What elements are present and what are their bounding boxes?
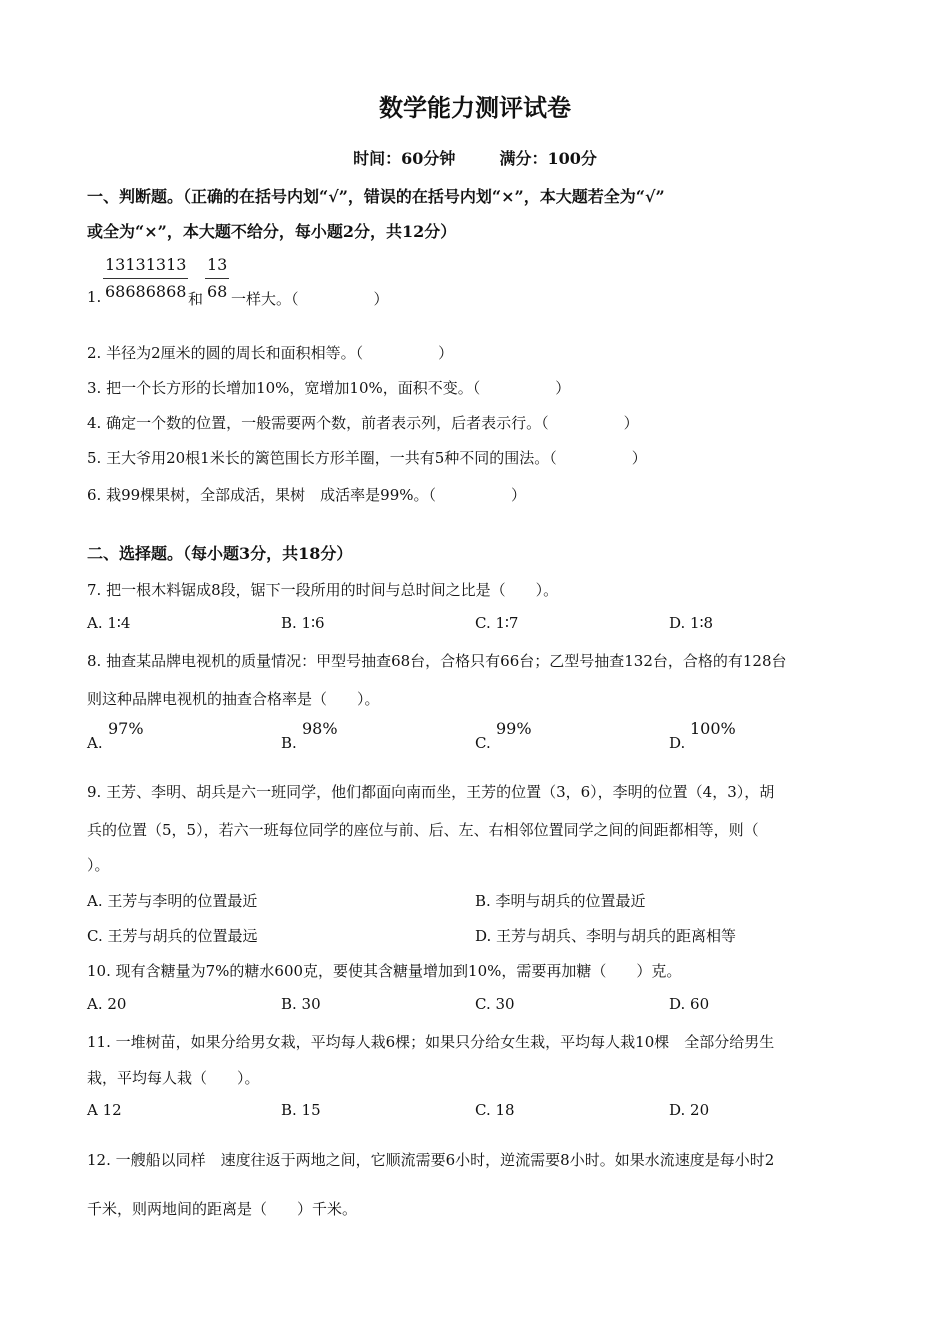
question-2: 2. 半径为2厘米的圆的周长和面积相等。（ ） [87, 344, 454, 362]
q11-option-a: A 12 [87, 1101, 122, 1119]
q11-option-d: D. 20 [669, 1101, 710, 1119]
question-9-line1: 9. 王芳、李明、胡兵是六一班同学，他们都面向南而坐，王芳的位置（3，6），李明的位置（4，3），胡 [87, 783, 775, 801]
q1-frac1-denominator: 68686868 [105, 282, 187, 301]
q1-suffix: 一样大。（ ） [231, 290, 389, 308]
question-11-line1: 11. 一堆树苗，如果分给男女栽，平均每人栽6棵；如果只分给女生栽，平均每人栽10棵 全部分给男生 [87, 1033, 775, 1051]
q1-fraction-1 [103, 255, 188, 301]
question-11-line2: 栽，平均每人栽（ ）。 [87, 1069, 260, 1087]
q8-option-c-value: 99% [496, 719, 532, 738]
section1-heading-line1: 一、判断题。（正确的在括号内划“√”，错误的在括号内划“×”，本大题若全为“√” [87, 187, 665, 206]
question-12-line1: 12. 一艘船以同样 速度往返于两地之间，它顺流需要6小时，逆流需要8小时。如果水流速度是每小时2 [87, 1151, 775, 1169]
question-5: 5. 王大爷用20根1米长的篱笆围长方形羊圈，一共有5种不同的围法。（ ） [87, 449, 647, 467]
q10-option-d: D. 60 [669, 995, 710, 1013]
q10-option-c: C. 30 [475, 995, 515, 1013]
q7-option-c: C. 1∶7 [475, 614, 519, 632]
q7-option-d: D. 1∶8 [669, 614, 714, 632]
page-title: 数学能力测评试卷 [379, 93, 571, 122]
q9-option-b: B. 李明与胡兵的位置最近 [475, 892, 646, 910]
q8-option-c-letter: C. [475, 734, 491, 752]
q9-option-c: C. 王芳与胡兵的位置最远 [87, 927, 258, 945]
q8-option-d-value: 100% [690, 719, 736, 738]
section2-heading: 二、选择题。（每小题3分，共18分） [87, 544, 353, 563]
question-4: 4. 确定一个数的位置，一般需要两个数，前者表示列，后者表示行。（ ） [87, 414, 639, 432]
q8-option-b-letter: B. [281, 734, 297, 752]
question-3: 3. 把一个长方形的长增加10%，宽增加10%，面积不变。（ ） [87, 379, 571, 397]
q10-option-a: A. 20 [87, 995, 127, 1013]
q1-frac1-numerator: 13131313 [103, 255, 188, 279]
q10-option-b: B. 30 [281, 995, 321, 1013]
q1-number: 1. [87, 288, 102, 306]
question-9-line2: 兵的位置（5，5），若六一班每位同学的座位与前、后、左、右相邻位置同学之间的间距都相等，则（ [87, 821, 759, 839]
question-6: 6. 栽99棵果树，全部成活，果树 成活率是99%。（ ） [87, 486, 527, 504]
q9-option-a: A. 王芳与李明的位置最近 [87, 892, 258, 910]
q8-option-b-value: 98% [302, 719, 338, 738]
q11-option-c: C. 18 [475, 1101, 515, 1119]
q8-option-a-letter: A. [87, 734, 103, 752]
question-8-line1: 8. 抽查某品牌电视机的质量情况：甲型号抽查68台，合格只有66台；乙型号抽查132台，合格的有128台 [87, 652, 787, 670]
exam-info [0, 146, 950, 169]
exam-time: 时间：60分钟 [353, 149, 456, 168]
q8-option-a-value: 97% [108, 719, 144, 738]
question-9-line3: ）。 [87, 856, 110, 874]
q8-option-d-letter: D. [669, 734, 686, 752]
question-8-line2: 则这种品牌电视机的抽查合格率是（ ）。 [87, 690, 380, 708]
q1-frac2-denominator: 68 [207, 282, 228, 301]
question-10: 10. 现有含糖量为7%的糖水600克，要使其含糖量增加到10%，需要再加糖（ ）克。 [87, 962, 682, 980]
q7-option-b: B. 1∶6 [281, 614, 325, 632]
exam-score: 满分：100分 [499, 149, 597, 168]
q9-option-d: D. 王芳与胡兵、李明与胡兵的距离相等 [475, 927, 737, 945]
question-12-line2: 千米，则两地间的距离是（ ）千米。 [87, 1200, 358, 1218]
q1-fraction-2 [205, 255, 229, 301]
q11-option-b: B. 15 [281, 1101, 321, 1119]
question-7: 7. 把一根木料锯成8段，锯下一段所用的时间与总时间之比是（ ）。 [87, 581, 559, 599]
section1-heading-line2: 或全为“×”，本大题不给分，每小题2分，共12分） [87, 222, 457, 241]
q7-option-a: A. 1∶4 [87, 614, 131, 632]
q1-connector: 和 [188, 290, 204, 308]
q1-frac2-numerator: 13 [205, 255, 229, 279]
